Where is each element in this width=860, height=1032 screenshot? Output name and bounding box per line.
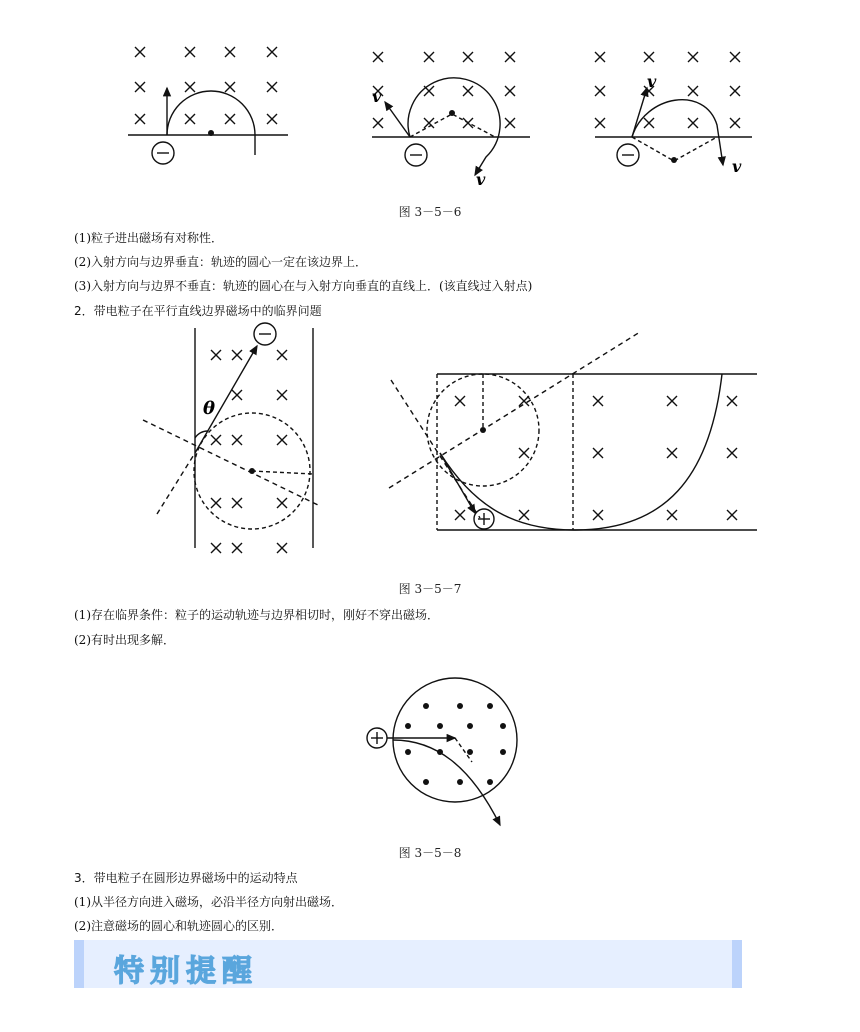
- left-center-dot: [249, 468, 255, 474]
- left-radius-dash: [252, 471, 313, 474]
- theta-label: θ: [203, 398, 216, 419]
- panel-2-trajectory: [408, 78, 500, 175]
- panel-2-v-label-left: v: [372, 87, 382, 106]
- panel-2-velocity-arrow: [385, 102, 410, 137]
- figure-caption-3-5-7: 图 3－5－7: [398, 582, 462, 596]
- point-2-2: (2)有时出现多解．: [74, 633, 175, 647]
- figure-caption-3-5-8: 图 3－5－8: [398, 846, 462, 860]
- panel-3-v-label-top: v: [647, 72, 657, 91]
- right-velocity-arrow: [440, 453, 475, 513]
- panel-2-center-dot: [449, 110, 455, 116]
- section-2-heading: 2．带电粒子在平行直线边界磁场中的临界问题: [74, 304, 322, 318]
- point-3-1: (1)从半径方向进入磁场，必沿半径方向射出磁场．: [74, 895, 343, 909]
- special-reminder-banner: [74, 940, 742, 988]
- left-dashed-incoming: [157, 453, 195, 514]
- figure-3-5-6: [120, 40, 760, 200]
- section-3-heading: 3．带电粒子在圆形边界磁场中的运动特点: [74, 871, 298, 885]
- left-dashed-perpendicular: [143, 420, 318, 505]
- point-1-1: (1)粒子进出磁场有对称性．: [74, 231, 223, 245]
- panel-3-center-dot: [671, 157, 677, 163]
- panel-1-field-crosses: [135, 47, 277, 124]
- panel-2-v-label-bottom: v: [476, 170, 486, 189]
- left-field-crosses: [211, 350, 287, 553]
- right-center-dot: [480, 427, 486, 433]
- panel-1-center-dot: [208, 130, 214, 136]
- panel-3-v-label-bottom: v: [732, 157, 742, 176]
- point-1-2: (2)入射方向与边界垂直：轨迹的圆心一定在该边界上．: [74, 255, 368, 269]
- panel-1-trajectory: [167, 91, 255, 155]
- right-field-crosses: [455, 396, 737, 520]
- panel-2-radius-dashes: [410, 114, 495, 137]
- panel-3-trajectory: [632, 100, 723, 165]
- point-2-1: (1)存在临界条件：粒子的运动轨迹与边界相切时，刚好不穿出磁场．: [74, 608, 440, 622]
- right-dashed-perpendicular: [389, 332, 640, 488]
- figure-3-5-7: [135, 318, 765, 568]
- panel-2-field-crosses: [373, 52, 515, 128]
- figure-caption-3-5-6: 图 3－5－6: [398, 205, 462, 219]
- point-1-3: (3)入射方向与边界不垂直：轨迹的圆心在与入射方向垂直的直线上．(该直线过入射点): [74, 279, 533, 293]
- figure-3-5-8: [360, 670, 530, 835]
- panel-3-field-crosses: [595, 52, 740, 128]
- panel-3-velocity-arrow: [632, 88, 647, 137]
- point-3-2: (2)注意磁场的圆心和轨迹圆心的区别．: [74, 919, 283, 933]
- banner-title: 特别提醒: [114, 954, 258, 989]
- circular-field-boundary: [393, 678, 517, 802]
